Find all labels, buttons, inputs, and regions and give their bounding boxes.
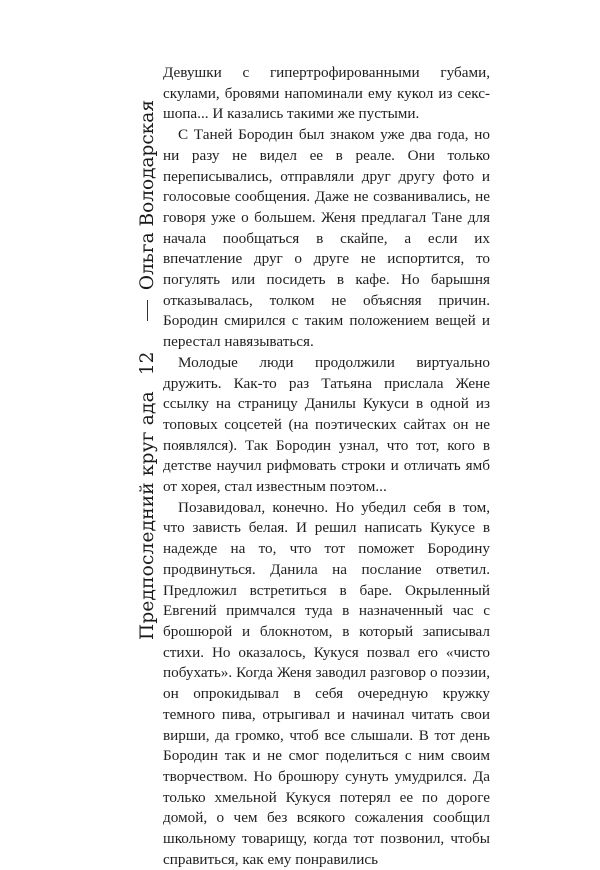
paragraph: С Таней Бородин был знаком уже два года, но ни разу не видел ее в реале. Они только переписывались, отправляли друг другу фото и голосовые сообщения. Даже не созванивались, не говоря уже о большем. Женя предлагал Тане для начала пообщаться в скайпе, а если их впечатление друг о друге не испортится, то погулять или посидеть в кафе. Но барышня отказывалась, толком не объясняя причин. Бородин смирился с таким положением вещей и перестал навязываться. [163,126,490,351]
book-title: Предпоследний круг ада [136,391,158,640]
paragraph: Молодые люди продолжили виртуально дружить. Как-то раз Татьяна прислала Жене ссылку на страницу Данилы Кукуси в одной из топовых соцсетей (на поэтических сайтах он не появлялся). Так Бородин узнал, что тот, кого в детстве научил рифмовать строки и отличать ямб от хорея, стал известным поэтом... [163,353,490,496]
author-name: Ольга Володарская [136,100,158,291]
running-head [103,100,158,640]
paragraph: Девушки с гипертрофированными губами, скулами, бровями напоминали ему кукол из секс-шопа... И казались такими же пустыми. [163,64,490,123]
body-text [163,63,490,870]
page-number: 12 [136,351,158,376]
running-head-separator [147,300,148,321]
paragraph: Позавидовал, конечно. Но убедил себя в том, что зависть белая. И решил написать Кукусе в надежде на то, что тот поможет Бородину продвинуться. Данила на послание ответил. Предложил встретиться в баре. Окрыленный Евгений примчался туда в назначенный час с брошюрой и блокнотом, в который записывал стихи. Но оказалось, Кукуся позвал его «чисто побухать». Когда Женя заводил разговор о поэзии, он опрокидывал в себя очередную кружку темного пива, отрыгивал и начинал читать свои вирши, да громко, чтоб все слышали. В тот день Бородин так и не смог поделиться с ним своим творчеством. Но брошюру сунуть умудрился. Да только хмельной Кукуся потерял ее по дороге домой, о чем без всякого сожаления сообщил школьному товарищу, когда тот позвонил, чтобы справиться, как ему понравились [163,498,490,868]
